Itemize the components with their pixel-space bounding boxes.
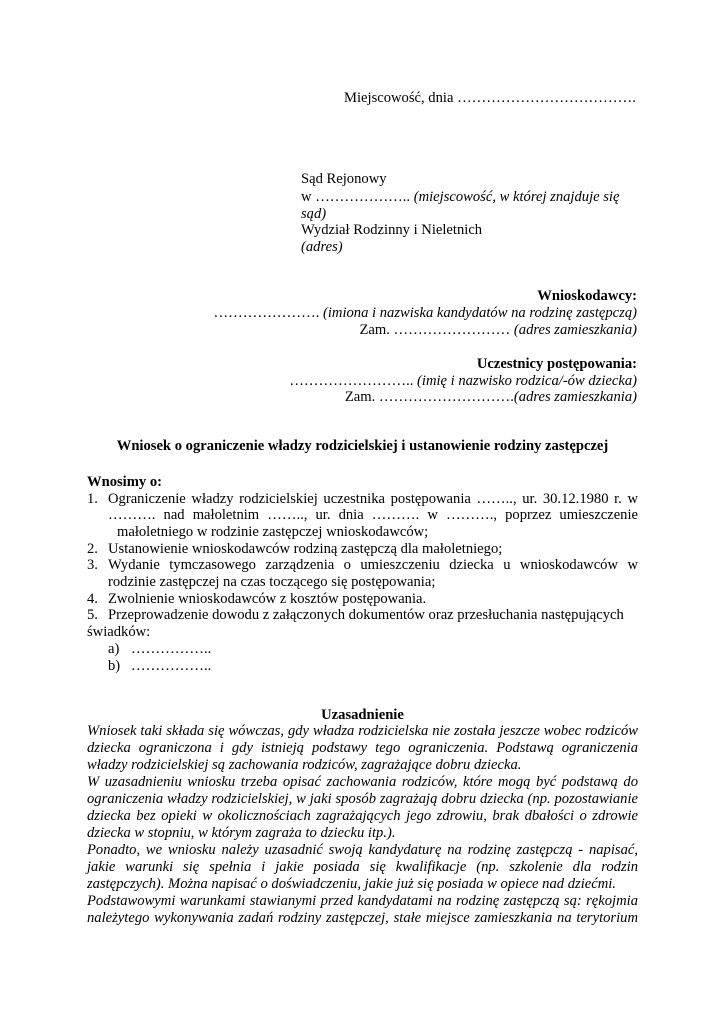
request-1-line-3: małoletniego w rodzinie zastępczej wnioskodawców; xyxy=(117,524,429,540)
participants-names-note: (imię i nazwisko rodzica/-ów dziecka) xyxy=(417,373,637,389)
witness-b-label: b) xyxy=(108,658,121,674)
court-location-line xyxy=(301,189,619,206)
applicants-residence-line xyxy=(359,322,637,339)
justification-line-7: dziecka w stopniu, w którym zagraża to dziecku itp.). xyxy=(87,825,396,841)
request-3-number: 3. xyxy=(87,557,98,573)
witness-a-label: a) xyxy=(108,641,120,657)
justification-line-4: W uzasadnieniu wniosku trzeba opisać zachowania rodziców, które mogą być podstawą do xyxy=(87,774,638,790)
request-1-line-1: Ograniczenie władzy rodzicielskiej uczestnika postępowania …….., ur. 30.12.1980 r. w xyxy=(108,491,638,507)
court-address: (adres) xyxy=(301,239,343,255)
participants-names-line xyxy=(289,373,637,390)
request-3-line-1: Wydanie tymczasowego zarządzenia o umieszczeniu dziecka u wnioskodawców w xyxy=(108,557,638,573)
justification-line-12: należytego wykonywania zadań rodziny zastępczej, stałe miejsce zamieszkania na terytorium xyxy=(87,910,638,926)
request-2-line-1: Ustanowienie wnioskodawców rodziną zastępczą dla małoletniego; xyxy=(108,541,503,557)
request-5-number: 5. xyxy=(87,607,98,623)
justification-line-2: dziecka ograniczona i gdy istnieją podstawy tego ograniczenia. Podstawą ograniczenia xyxy=(87,740,638,756)
justification-line-1: Wniosek taki składa się wówczas, gdy władza rodzicielska nie została jeszcze wobec rodziców xyxy=(87,723,638,739)
applicants-residence-note: (adres zamieszkania) xyxy=(513,322,637,338)
participants-names-dots: …………………….. xyxy=(289,373,418,389)
place-date-line: Miejscowość, dnia ………………………………. xyxy=(344,90,636,106)
request-2-number: 2. xyxy=(87,541,98,557)
request-4-number: 4. xyxy=(87,591,98,607)
request-5-line-1: Przeprowadzenie dowodu z załączonych dokumentów oraz przesłuchania następujących xyxy=(108,607,624,623)
participants-residence-line xyxy=(345,389,637,406)
request-1-line-2: ………. nad małoletnim …….., ur. dnia ………. w ………., poprzez umieszczenie xyxy=(108,507,638,523)
participants-residence-note: (adres zamieszkania) xyxy=(513,389,637,405)
court-name: Sąd Rejonowy xyxy=(301,171,387,187)
justification-line-8: Ponadto, we wniosku należy uzasadnić swoją kandydaturę na rodzinę zastępczą - napisać, xyxy=(87,842,638,858)
applicants-heading: Wnioskodawcy: xyxy=(537,288,637,304)
court-location-dots: w ……………….. xyxy=(301,189,414,205)
request-5-line-2: świadków: xyxy=(87,624,151,640)
applicants-names-dots: …………………. xyxy=(213,305,323,321)
court-location-note-cont: sąd) xyxy=(301,206,327,222)
justification-line-10: zastępczych). Można napisać o doświadczeniu, jakie już się posiada w opiece nad dziećmi. xyxy=(87,876,616,892)
participants-residence-dots: Zam. ………………………. xyxy=(344,389,514,405)
participants-heading: Uczestnicy postępowania: xyxy=(476,356,637,372)
applicants-names-line xyxy=(214,305,637,322)
request-4-line-1: Zwolnienie wnioskodawców z kosztów postępowania. xyxy=(108,591,427,607)
witness-b-value: …………….. xyxy=(131,658,212,674)
request-3-line-2: rodzinie zastępczej na czas toczącego się postępowania; xyxy=(108,574,436,590)
witness-a-value: …………….. xyxy=(131,641,212,657)
request-1-number: 1. xyxy=(87,491,98,507)
document-title: Wniosek o ograniczenie władzy rodzicielskiej i ustanowienie rodziny zastępczej xyxy=(116,438,609,454)
court-department: Wydział Rodzinny i Nieletnich xyxy=(301,222,483,238)
justification-line-5: ograniczenia władzy rodzicielskiej, w jaki sposób zagrażają dobru dziecka (np. pozostawianie xyxy=(87,791,638,807)
applicants-residence-dots: Zam. …………………… xyxy=(359,322,514,338)
justification-line-6: dziecka bez opieki w okolicznościach zagrażających jego zdrowiu, brak dbałości o zdrowie xyxy=(87,808,638,824)
justification-line-11: Podstawowymi warunkami stawianymi przed kandydatami na rodzinę zastępczą są: rękojmia xyxy=(87,893,638,909)
requests-heading: Wnosimy o: xyxy=(87,474,162,490)
justification-line-3: władzy rodzicielskiej są zachowania rodziców, zagrażające dobru dziecka. xyxy=(87,757,522,773)
court-location-note: (miejscowość, w której znajduje się xyxy=(413,189,620,205)
justification-heading: Uzasadnienie xyxy=(321,707,404,723)
justification-line-9: jakie warunki się spełnia i jakie posiada się kwalifikacje (np. szkolenie dla rodzin xyxy=(87,859,638,875)
applicants-names-note: (imiona i nazwiska kandydatów na rodzinę zastępczą) xyxy=(322,305,637,321)
